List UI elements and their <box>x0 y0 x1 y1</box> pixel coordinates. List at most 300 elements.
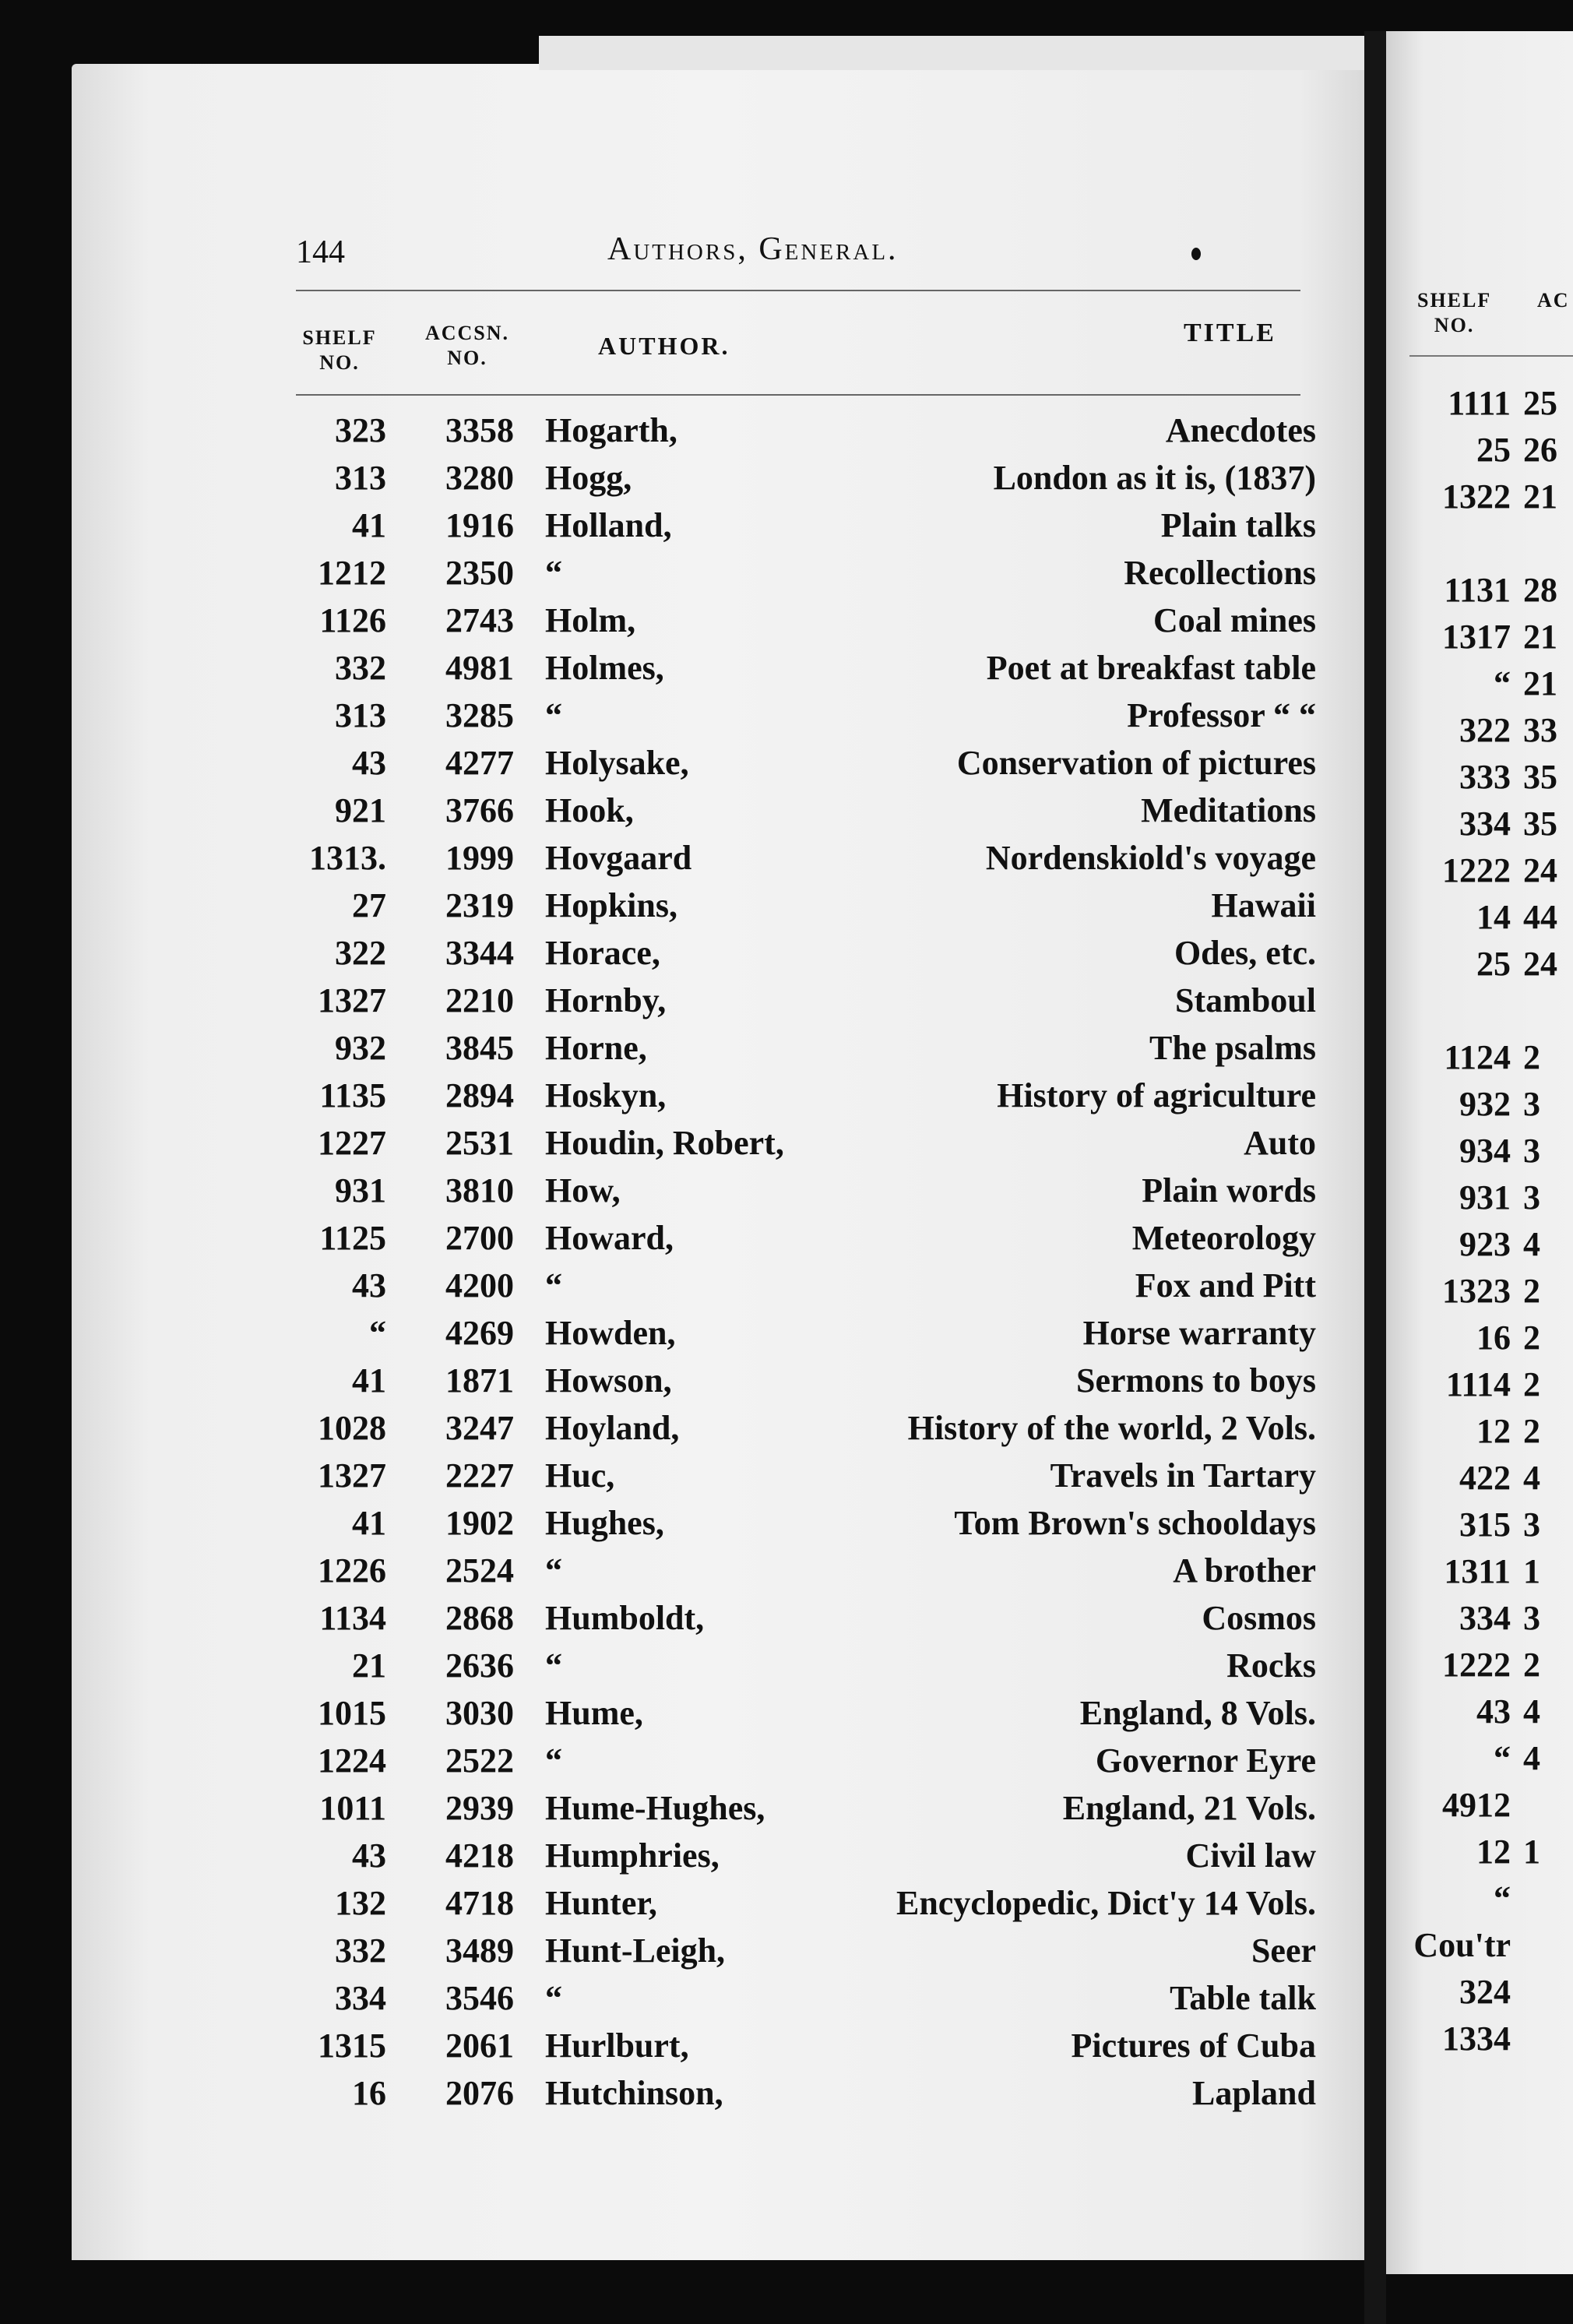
right-entry-accsn-no: 2 <box>1523 1412 1540 1450</box>
column-heading-shelf-no <box>293 326 386 375</box>
catalog-row <box>0 1404 1364 1452</box>
entry-shelf-no: 1327 <box>318 981 386 1019</box>
entry-title: Table talk <box>1170 1979 1316 2017</box>
entry-accsn-no: 4200 <box>445 1266 514 1305</box>
entry-title: England, 21 Vols. <box>1062 1789 1316 1827</box>
catalog-row <box>0 929 1364 977</box>
entry-accsn-no: 4981 <box>445 649 514 687</box>
right-page-row <box>1386 1128 1573 1174</box>
right-page-heading-rule <box>1409 355 1573 357</box>
right-page-row <box>1386 988 1573 1034</box>
entry-shelf-no: 931 <box>335 1171 386 1210</box>
entry-accsn-no: 4269 <box>445 1314 514 1352</box>
entry-shelf-no: 1028 <box>318 1409 386 1447</box>
entry-shelf-no: 1015 <box>318 1694 386 1732</box>
entry-shelf-no: 313 <box>335 459 386 497</box>
entry-author: Horne, <box>545 1029 647 1067</box>
right-page-row <box>1386 567 1573 614</box>
catalog-row <box>0 1119 1364 1167</box>
right-page-heading-shelf-line1: SHELF <box>1417 289 1492 312</box>
entry-title: Coal mines <box>1153 601 1316 639</box>
entry-title: Plain talks <box>1160 506 1316 544</box>
catalog-row <box>0 1547 1364 1594</box>
right-page-row <box>1386 801 1573 847</box>
right-entry-accsn-no: 4 <box>1523 1225 1540 1263</box>
entry-shelf-no: 1135 <box>319 1076 386 1114</box>
entry-accsn-no: 4718 <box>445 1884 514 1922</box>
right-entry-accsn-no: 1 <box>1523 1552 1540 1590</box>
catalog-row <box>0 1309 1364 1357</box>
entry-author: Holmes, <box>545 649 664 687</box>
entry-accsn-no: 1916 <box>445 506 514 544</box>
right-entry-shelf-no: “ <box>1494 1739 1511 1777</box>
catalog-row <box>0 549 1364 597</box>
entry-author: Hogarth, <box>545 411 677 449</box>
right-page-row <box>1386 1174 1573 1221</box>
right-page-row <box>1386 847 1573 894</box>
entry-accsn-no: 2743 <box>445 601 514 639</box>
right-entry-shelf-no: 322 <box>1459 711 1511 749</box>
entry-accsn-no: 1902 <box>445 1504 514 1542</box>
entry-author: Hoskyn, <box>545 1076 667 1114</box>
right-entry-shelf-no: “ <box>1494 664 1511 702</box>
right-page-row <box>1386 1969 1573 2016</box>
entry-shelf-no: 41 <box>352 506 386 544</box>
entry-title: Odes, etc. <box>1174 934 1316 972</box>
right-entry-accsn-no: 21 <box>1523 618 1557 656</box>
catalog-row <box>0 1024 1364 1072</box>
entry-author: “ <box>545 1741 562 1780</box>
entry-title: Governor Eyre <box>1095 1741 1316 1780</box>
right-entry-shelf-no: 334 <box>1459 1599 1511 1637</box>
entry-author: How, <box>545 1171 621 1210</box>
right-page-row <box>1386 427 1573 474</box>
right-entry-shelf-no: 1323 <box>1442 1272 1511 1310</box>
entry-author: “ <box>545 554 562 592</box>
right-entry-accsn-no: 2 <box>1523 1646 1540 1684</box>
right-entry-accsn-no: 3 <box>1523 1178 1540 1217</box>
entry-title: Conservation of pictures <box>956 744 1316 782</box>
right-entry-shelf-no: 1317 <box>1442 618 1511 656</box>
catalog-row <box>0 1879 1364 1927</box>
entry-shelf-no: 1315 <box>318 2026 386 2065</box>
right-page-row <box>1386 1502 1573 1548</box>
right-entry-accsn-no: 3 <box>1523 1505 1540 1544</box>
entry-title: Sermons to boys <box>1075 1361 1316 1400</box>
right-entry-accsn-no: 2 <box>1523 1272 1540 1310</box>
right-entry-shelf-no: 1114 <box>1445 1365 1511 1403</box>
entry-title: Meditations <box>1141 791 1316 829</box>
right-entry-shelf-no: 12 <box>1476 1412 1511 1450</box>
entry-title: England, 8 Vols. <box>1079 1694 1316 1732</box>
entry-shelf-no: 932 <box>335 1029 386 1067</box>
right-entry-accsn-no: 2 <box>1523 1038 1540 1076</box>
catalog-row <box>0 1737 1364 1784</box>
entry-shelf-no: 27 <box>352 886 386 924</box>
printer-dot-mark <box>1191 248 1201 260</box>
entry-title: The psalms <box>1149 1029 1316 1067</box>
entry-accsn-no: 2319 <box>445 886 514 924</box>
entry-shelf-no: 332 <box>335 649 386 687</box>
entry-accsn-no: 3030 <box>445 1694 514 1732</box>
right-entry-accsn-no: 2 <box>1523 1365 1540 1403</box>
right-entry-accsn-no: 21 <box>1523 664 1557 702</box>
right-entry-accsn-no: 3 <box>1523 1132 1540 1170</box>
right-entry-accsn-no: 2 <box>1523 1319 1540 1357</box>
catalog-row <box>0 2069 1364 2117</box>
page-edge-tab <box>539 36 1411 70</box>
entry-accsn-no: 2350 <box>445 554 514 592</box>
right-entry-shelf-no: 1222 <box>1442 1646 1511 1684</box>
entry-title: A brother <box>1173 1551 1316 1590</box>
entry-accsn-no: 3358 <box>445 411 514 449</box>
right-entry-accsn-no: 4 <box>1523 1692 1540 1731</box>
entry-accsn-no: 2939 <box>445 1789 514 1827</box>
entry-accsn-no: 1999 <box>445 839 514 877</box>
right-entry-shelf-no: 1222 <box>1442 851 1511 889</box>
right-entry-accsn-no: 1 <box>1523 1833 1540 1871</box>
right-page-row <box>1386 1034 1573 1081</box>
right-page-row <box>1386 1455 1573 1502</box>
page-number: 144 <box>296 234 345 270</box>
right-page-row <box>1386 474 1573 520</box>
entry-shelf-no: 1125 <box>319 1219 386 1257</box>
entry-title: Fox and Pitt <box>1135 1266 1316 1305</box>
column-heading-accsn-line1: ACCSN. <box>424 322 510 344</box>
entry-author: Hume, <box>545 1694 643 1732</box>
entry-title: Hawaii <box>1211 886 1316 924</box>
right-entry-accsn-no: 4 <box>1523 1459 1540 1497</box>
right-page-row <box>1386 894 1573 941</box>
entry-shelf-no: 21 <box>352 1646 386 1685</box>
entry-title: Horse warranty <box>1082 1314 1316 1352</box>
right-page-row <box>1386 1408 1573 1455</box>
right-page-row <box>1386 1595 1573 1642</box>
right-page-row <box>1386 614 1573 660</box>
column-heading-shelf-line2: NO. <box>319 351 360 374</box>
entry-shelf-no: 1011 <box>319 1789 386 1827</box>
catalog-row <box>0 834 1364 882</box>
entry-author: Hunter, <box>545 1884 657 1922</box>
catalog-row <box>0 1689 1364 1737</box>
right-entry-shelf-no: 1111 <box>1448 384 1511 422</box>
catalog-row <box>0 1214 1364 1262</box>
right-entry-accsn-no: 24 <box>1523 945 1557 983</box>
entry-author: Hughes, <box>545 1504 664 1542</box>
catalog-row <box>0 1784 1364 1832</box>
entry-author: “ <box>545 1266 562 1305</box>
entry-accsn-no: 3845 <box>445 1029 514 1067</box>
entry-title: Meteorology <box>1131 1219 1316 1257</box>
right-entry-accsn-no: 26 <box>1523 431 1557 469</box>
entry-title: Anecdotes <box>1165 411 1316 449</box>
entry-author: Howard, <box>545 1219 674 1257</box>
column-heading-accsn-line2: NO. <box>447 347 487 369</box>
entry-author: “ <box>545 696 562 734</box>
entry-title: Nordenskiold's voyage <box>985 839 1316 877</box>
entry-author: Hume-Hughes, <box>545 1789 765 1827</box>
entry-accsn-no: 4277 <box>445 744 514 782</box>
entry-title: Poet at breakfast table <box>986 649 1316 687</box>
entry-accsn-no: 3546 <box>445 1979 514 2017</box>
entry-accsn-no: 2076 <box>445 2074 514 2112</box>
right-page-row <box>1386 1688 1573 1735</box>
right-entry-accsn-no: 21 <box>1523 477 1557 516</box>
entry-shelf-no: 1327 <box>318 1456 386 1495</box>
entry-title: Civil law <box>1185 1836 1316 1875</box>
right-entry-shelf-no: 1322 <box>1442 477 1511 516</box>
entry-author: Horace, <box>545 934 660 972</box>
entry-title: Tom Brown's schooldays <box>954 1504 1316 1542</box>
catalog-row <box>0 1974 1364 2022</box>
entry-accsn-no: 2894 <box>445 1076 514 1114</box>
entry-author: Hurlburt, <box>545 2026 689 2065</box>
catalog-row <box>0 1832 1364 1879</box>
entry-title: Rocks <box>1226 1646 1316 1685</box>
entry-shelf-no: 1224 <box>318 1741 386 1780</box>
right-entry-shelf-no: 923 <box>1459 1225 1511 1263</box>
right-page-row <box>1386 754 1573 801</box>
book-gutter <box>1364 31 1386 2324</box>
entry-author: Hogg, <box>545 459 632 497</box>
entry-shelf-no: 322 <box>335 934 386 972</box>
catalog-row <box>0 502 1364 549</box>
right-entry-accsn-no: 3 <box>1523 1085 1540 1123</box>
entry-accsn-no: 2524 <box>445 1551 514 1590</box>
right-entry-shelf-no: 1311 <box>1444 1552 1511 1590</box>
entry-shelf-no: 1226 <box>318 1551 386 1590</box>
entry-shelf-no: 332 <box>335 1931 386 1970</box>
entry-shelf-no: 1126 <box>319 601 386 639</box>
right-entry-shelf-no: “ <box>1494 1879 1511 1917</box>
right-entry-shelf-no: 14 <box>1476 898 1511 936</box>
entry-shelf-no: 132 <box>335 1884 386 1922</box>
right-entry-accsn-no: 33 <box>1523 711 1557 749</box>
entry-shelf-no: 1227 <box>318 1124 386 1162</box>
entry-shelf-no: 43 <box>352 744 386 782</box>
catalog-row <box>0 2022 1364 2069</box>
catalog-row <box>0 1357 1364 1404</box>
right-page-row <box>1386 660 1573 707</box>
entry-accsn-no: 3280 <box>445 459 514 497</box>
entry-author: Hunt-Leigh, <box>545 1931 726 1970</box>
right-entry-shelf-no: 422 <box>1459 1459 1511 1497</box>
right-page-row <box>1386 1829 1573 1875</box>
right-entry-accsn-no: 44 <box>1523 898 1557 936</box>
right-entry-shelf-no: 333 <box>1459 758 1511 796</box>
column-heading-accsn-no <box>413 321 522 371</box>
right-page-row <box>1386 1315 1573 1361</box>
right-entry-shelf-no: 334 <box>1459 805 1511 843</box>
right-entry-accsn-no: 25 <box>1523 384 1557 422</box>
catalog-entries <box>0 407 1364 2117</box>
entry-accsn-no: 3285 <box>445 696 514 734</box>
entry-author: “ <box>545 1551 562 1590</box>
catalog-row <box>0 1499 1364 1547</box>
entry-title: Encyclopedic, Dict'y 14 Vols. <box>896 1884 1316 1922</box>
entry-accsn-no: 2522 <box>445 1741 514 1780</box>
entry-author: Houdin, Robert, <box>545 1124 784 1162</box>
entry-accsn-no: 3766 <box>445 791 514 829</box>
right-entry-shelf-no: 1124 <box>1444 1038 1511 1076</box>
column-heading-author: AUTHOR. <box>598 332 730 360</box>
right-page-row <box>1386 1642 1573 1688</box>
right-entry-accsn-no: 35 <box>1523 758 1557 796</box>
entry-author: Holysake, <box>545 744 689 782</box>
catalog-row <box>0 1642 1364 1689</box>
entry-shelf-no: 323 <box>335 411 386 449</box>
entry-title: Professor “ “ <box>1127 696 1316 734</box>
catalog-row <box>0 454 1364 502</box>
right-entry-shelf-no: 315 <box>1459 1505 1511 1544</box>
entry-accsn-no: 3810 <box>445 1171 514 1210</box>
catalog-row <box>0 1927 1364 1974</box>
right-page-row <box>1386 2016 1573 2062</box>
catalog-row <box>0 407 1364 454</box>
catalog-row <box>0 1072 1364 1119</box>
entry-author: Hornby, <box>545 981 667 1019</box>
entry-accsn-no: 2227 <box>445 1456 514 1495</box>
entry-shelf-no: 43 <box>352 1836 386 1875</box>
right-entry-shelf-no: 25 <box>1476 945 1511 983</box>
right-entry-shelf-no: 16 <box>1476 1319 1511 1357</box>
entry-accsn-no: 2531 <box>445 1124 514 1162</box>
catalog-row <box>0 1594 1364 1642</box>
entry-author: Howson, <box>545 1361 672 1400</box>
entry-shelf-no: 41 <box>352 1361 386 1400</box>
right-page-row <box>1386 1735 1573 1782</box>
right-entry-accsn-no: 24 <box>1523 851 1557 889</box>
right-page-row <box>1386 1782 1573 1829</box>
catalog-row <box>0 787 1364 834</box>
entry-title: History of agriculture <box>997 1076 1316 1114</box>
catalog-row <box>0 597 1364 644</box>
entry-accsn-no: 1871 <box>445 1361 514 1400</box>
entry-accsn-no: 3247 <box>445 1409 514 1447</box>
entry-shelf-no: 41 <box>352 1504 386 1542</box>
running-title: Authors, General. <box>607 231 899 267</box>
entry-shelf-no: 43 <box>352 1266 386 1305</box>
entry-author: Huc, <box>545 1456 615 1495</box>
entry-author: Hutchinson, <box>545 2074 723 2112</box>
entry-accsn-no: 3489 <box>445 1931 514 1970</box>
right-page-row <box>1386 1922 1573 1969</box>
entry-title: Travels in Tartary <box>1050 1456 1316 1495</box>
entry-author: Hoyland, <box>545 1409 680 1447</box>
entry-shelf-no: “ <box>369 1314 386 1352</box>
right-entry-shelf-no: 25 <box>1476 431 1511 469</box>
right-entry-accsn-no: 3 <box>1523 1599 1540 1637</box>
entry-title: Stamboul <box>1175 981 1316 1019</box>
entry-author: Hovgaard <box>545 839 692 877</box>
entry-author: Hopkins, <box>545 886 677 924</box>
entry-accsn-no: 2636 <box>445 1646 514 1685</box>
entry-shelf-no: 16 <box>352 2074 386 2112</box>
right-page-row <box>1386 941 1573 988</box>
entry-accsn-no: 2210 <box>445 981 514 1019</box>
right-page-row <box>1386 707 1573 754</box>
entry-title: Recollections <box>1124 554 1316 592</box>
column-heading-rule <box>296 394 1300 396</box>
entry-title: Pictures of Cuba <box>1071 2026 1316 2065</box>
right-page-row <box>1386 1548 1573 1595</box>
entry-accsn-no: 2700 <box>445 1219 514 1257</box>
entry-shelf-no: 313 <box>335 696 386 734</box>
entry-shelf-no: 1313. <box>309 839 386 877</box>
entry-title: History of the world, 2 Vols. <box>907 1409 1316 1447</box>
right-entry-shelf-no: 12 <box>1476 1833 1511 1871</box>
entry-author: “ <box>545 1646 562 1685</box>
right-page-row <box>1386 1081 1573 1128</box>
catalog-row <box>0 1167 1364 1214</box>
entry-author: Holm, <box>545 601 636 639</box>
catalog-row <box>0 1262 1364 1309</box>
right-page-row <box>1386 1361 1573 1408</box>
right-entry-shelf-no: 324 <box>1459 1973 1511 2011</box>
right-page-heading-shelf-line2: NO. <box>1434 314 1475 336</box>
header-rule <box>296 290 1300 291</box>
catalog-row <box>0 739 1364 787</box>
entry-title: Cosmos <box>1202 1599 1316 1637</box>
entry-author: Hook, <box>545 791 634 829</box>
catalog-row <box>0 977 1364 1024</box>
entry-title: London as it is, (1837) <box>993 459 1316 497</box>
entry-author: Holland, <box>545 506 672 544</box>
catalog-row <box>0 644 1364 692</box>
right-page-row <box>1386 1268 1573 1315</box>
entry-shelf-no: 1134 <box>319 1599 386 1637</box>
right-page-row <box>1386 1221 1573 1268</box>
right-entry-accsn-no: 28 <box>1523 571 1557 609</box>
right-entry-shelf-no: 43 <box>1476 1692 1511 1731</box>
entry-title: Seer <box>1251 1931 1316 1970</box>
right-page-row <box>1386 380 1573 427</box>
entry-accsn-no: 2061 <box>445 2026 514 2065</box>
entry-author: Humboldt, <box>545 1599 705 1637</box>
entry-shelf-no: 921 <box>335 791 386 829</box>
catalog-row <box>0 1452 1364 1499</box>
right-entry-accsn-no: 35 <box>1523 805 1557 843</box>
right-entry-shelf-no: 931 <box>1459 1178 1511 1217</box>
entry-author: “ <box>545 1979 562 2017</box>
entry-shelf-no: 1212 <box>318 554 386 592</box>
right-entry-shelf-no: 1334 <box>1442 2019 1511 2058</box>
entry-author: Howden, <box>545 1314 676 1352</box>
entry-accsn-no: 3344 <box>445 934 514 972</box>
entry-shelf-no: 334 <box>335 1979 386 2017</box>
right-entry-shelf-no: 4912 <box>1442 1786 1511 1824</box>
catalog-row <box>0 692 1364 739</box>
right-page-row <box>1386 1875 1573 1922</box>
right-page-heading-shelf <box>1417 288 1491 338</box>
entry-accsn-no: 2868 <box>445 1599 514 1637</box>
right-page-row <box>1386 520 1573 567</box>
catalog-row <box>0 882 1364 929</box>
right-entry-accsn-no: 4 <box>1523 1739 1540 1777</box>
right-entry-shelf-no: 932 <box>1459 1085 1511 1123</box>
entry-accsn-no: 4218 <box>445 1836 514 1875</box>
entry-title: Plain words <box>1142 1171 1316 1210</box>
right-page-heading-accsn: AC <box>1537 289 1570 312</box>
right-entry-shelf-no: 934 <box>1459 1132 1511 1170</box>
entry-title: Auto <box>1244 1124 1316 1162</box>
column-heading-shelf-line1: SHELF <box>302 326 377 349</box>
right-entry-shelf-no: Cou'tr <box>1413 1926 1511 1964</box>
entry-author: Humphries, <box>545 1836 720 1875</box>
right-page-entries <box>1386 380 1573 2093</box>
right-entry-shelf-no: 1131 <box>1444 571 1511 609</box>
entry-title: Lapland <box>1192 2074 1316 2112</box>
